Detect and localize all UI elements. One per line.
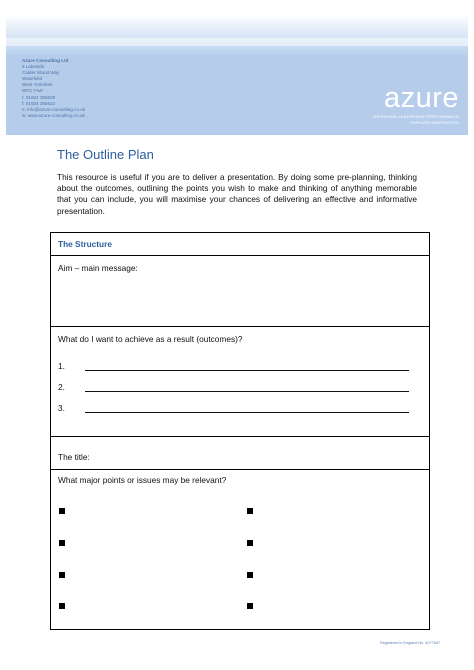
company-address — [22, 58, 85, 119]
answer-line — [85, 391, 409, 392]
outcomes-row[interactable] — [51, 327, 429, 437]
logo-wordmark: azure — [383, 82, 459, 114]
logo-tagline: IMPROVING LEADERSHIP PERFORMANCE — [373, 114, 459, 119]
page-title: The Outline Plan — [57, 147, 154, 162]
bullet-icon — [247, 508, 253, 514]
registration-note: Registered in England No. 4077647 — [380, 641, 441, 645]
title-label: The title: — [58, 452, 90, 462]
points-row[interactable] — [51, 470, 429, 629]
outcome-line-1[interactable] — [58, 361, 413, 373]
letterhead-stripe — [6, 38, 468, 46]
company-name: Azure Consulting Ltd — [22, 58, 69, 63]
address-line: West Yorkshire — [22, 82, 53, 88]
outcome-number: 2. — [58, 382, 65, 392]
bullet-icon — [247, 540, 253, 546]
letterhead — [0, 0, 474, 136]
structure-heading: The Structure — [58, 239, 112, 249]
bullet-icon — [247, 572, 253, 578]
answer-line — [85, 412, 409, 413]
address-line: Wakefield — [22, 76, 42, 82]
structure-row — [51, 233, 429, 256]
address-line: Calder Island Way — [22, 70, 60, 76]
address-line: 3 Lakeside — [22, 64, 45, 70]
address-line: WF2 7AW — [22, 88, 43, 94]
logo-tagline-sub: ...THROUGH INSPIRATION — [406, 120, 459, 125]
bullet-icon — [59, 508, 65, 514]
bullet-icon — [59, 603, 65, 609]
outline-table — [50, 232, 430, 630]
fax-line: f: 01924 385622 — [22, 100, 56, 106]
answer-line — [85, 370, 409, 371]
outcome-number: 3. — [58, 403, 65, 413]
aim-label: Aim – main message: — [58, 263, 138, 273]
aim-row[interactable] — [51, 256, 429, 327]
points-label: What major points or issues may be relevant? — [58, 475, 227, 485]
bullet-icon — [59, 540, 65, 546]
letterhead-gradient — [6, 15, 468, 55]
azure-logo — [361, 84, 459, 124]
outcomes-label: What do I want to achieve as a result (outcomes)? — [58, 334, 243, 344]
title-row[interactable] — [51, 437, 429, 470]
outcome-number: 1. — [58, 361, 65, 371]
outcome-line-2[interactable] — [58, 382, 413, 394]
outcome-line-3[interactable] — [58, 403, 413, 415]
intro-paragraph: This resource is useful if you are to deliver a presentation. By doing some pre-planning, thinking about the outcomes, outlining the points you wish to make and thinking of anything memorable that you can include, you will maximise your chances of delivering an effective and informative presentation. — [57, 172, 417, 216]
bullet-icon — [59, 572, 65, 578]
email-line: e: info@azure-consulting.co.uk — [22, 106, 86, 112]
phone-line: t: 01924 385600 — [22, 94, 56, 100]
website-line: w: www.azure-consulting.co.uk — [22, 112, 85, 118]
bullet-icon — [247, 603, 253, 609]
